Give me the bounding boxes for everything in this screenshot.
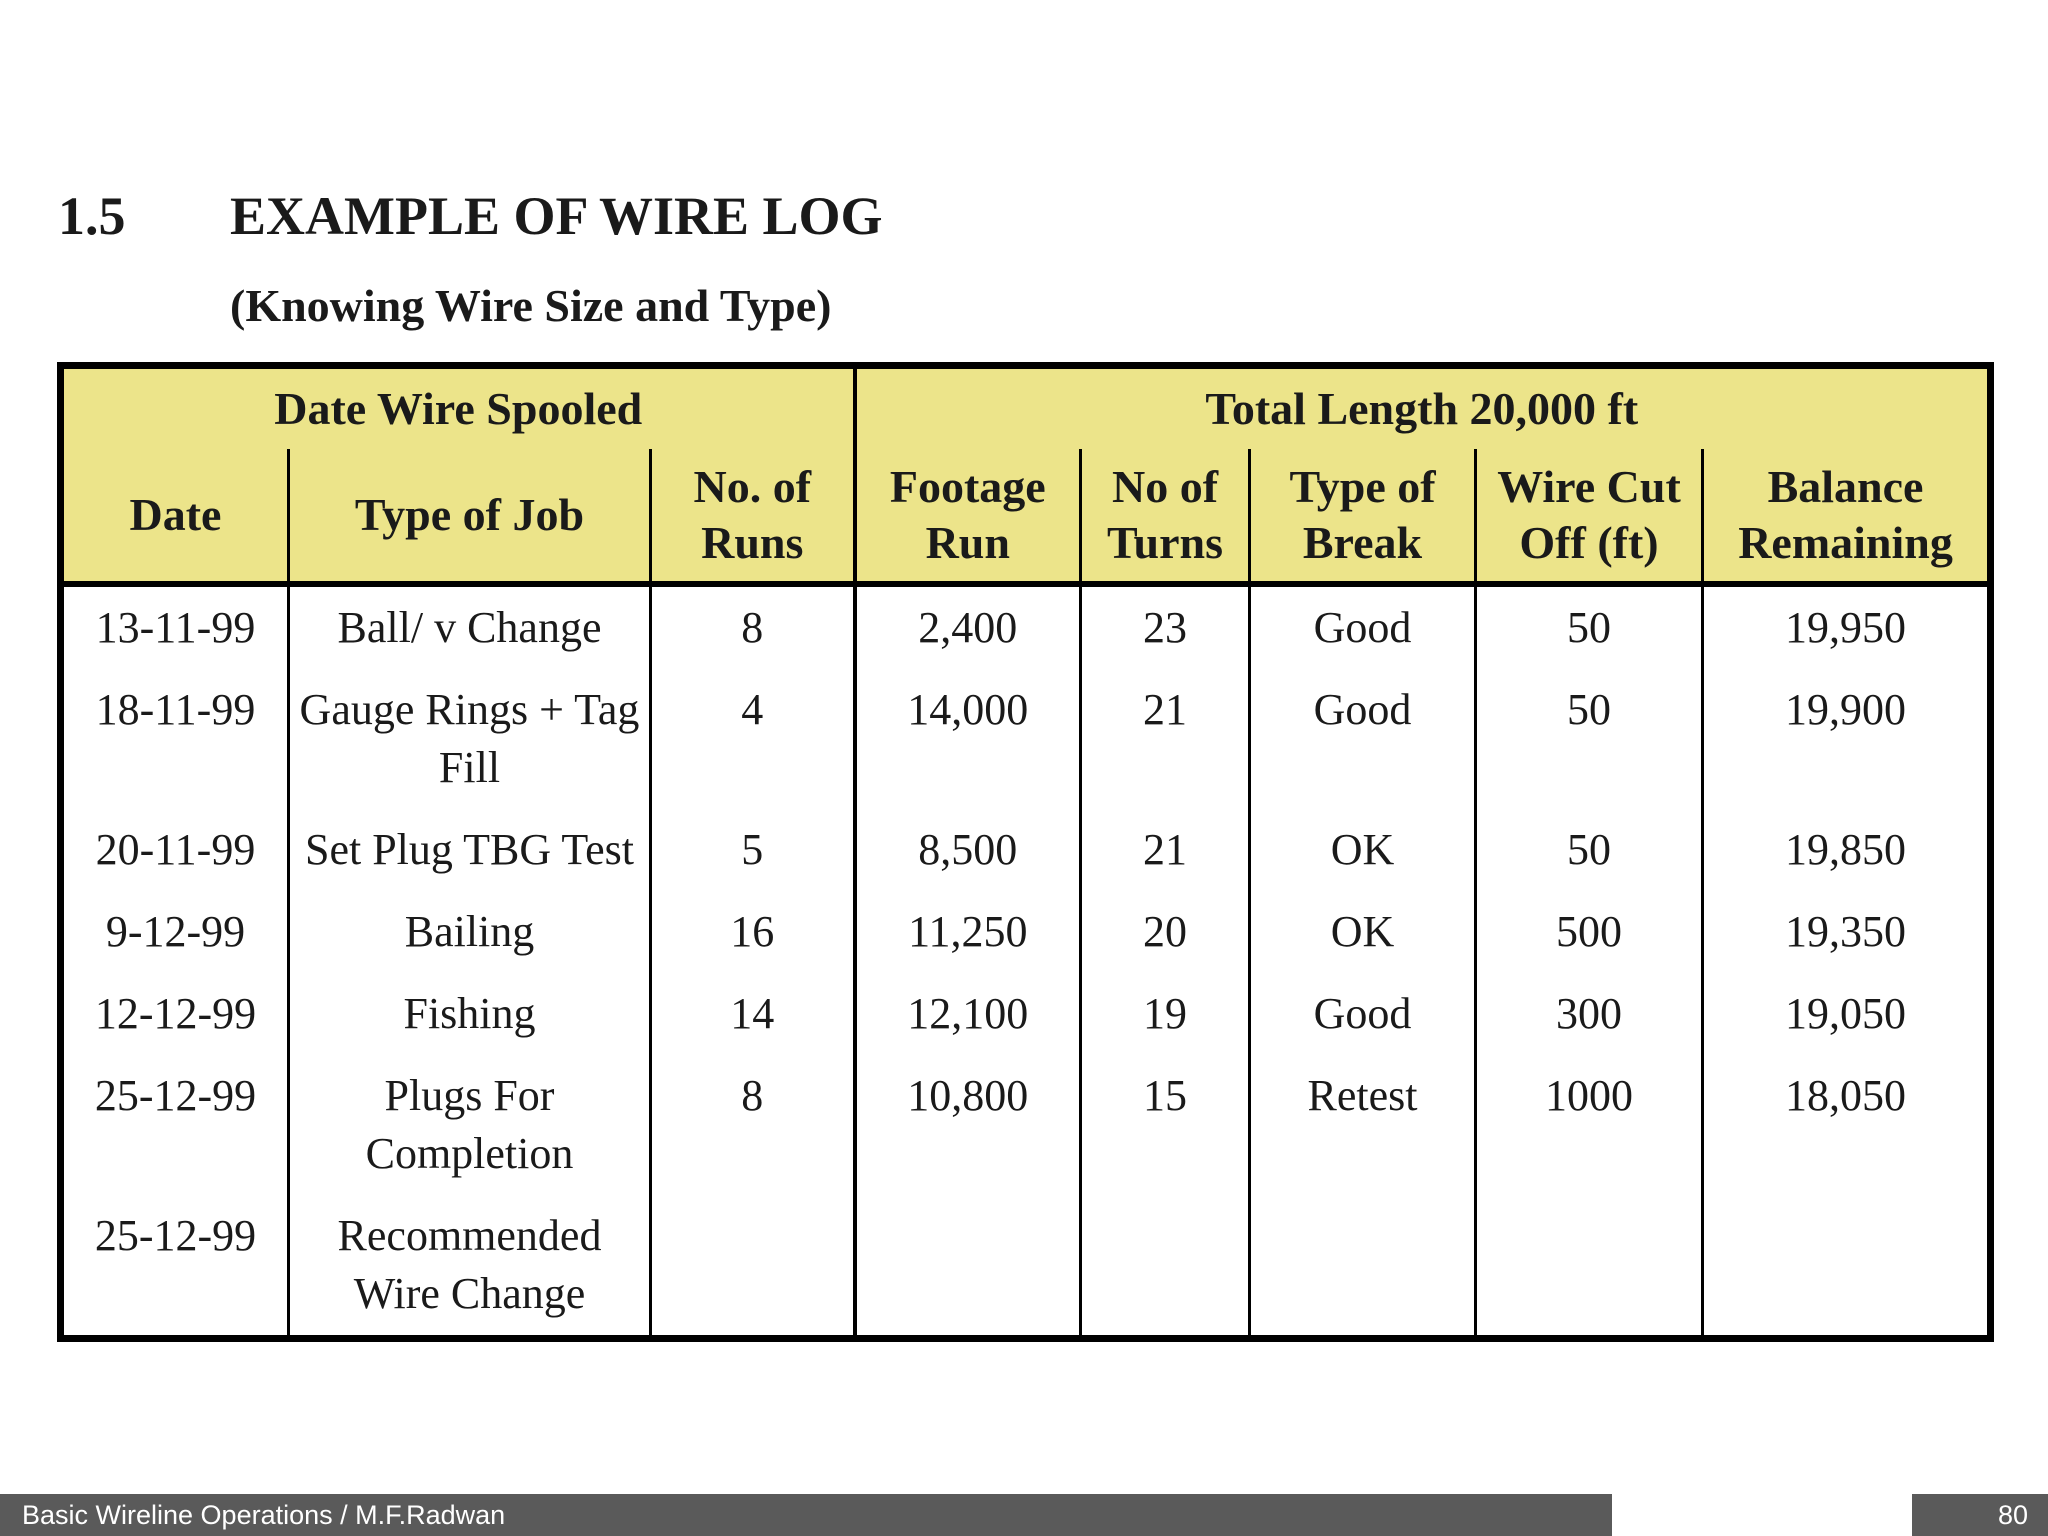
footer-page-number-box xyxy=(1912,1494,2048,1536)
cell-footage-run: 14,000 xyxy=(855,669,1081,809)
cell-footage-run xyxy=(855,1195,1081,1339)
cell-wire-cut-off: 50 xyxy=(1476,669,1703,809)
cell-no-of-runs: 8 xyxy=(651,1055,855,1195)
group-header-date-wire-spooled: Date Wire Spooled xyxy=(61,366,855,450)
column-header-date: Date xyxy=(61,449,289,584)
group-header-total-length: Total Length 20,000 ft xyxy=(855,366,1991,450)
cell-footage-run: 12,100 xyxy=(855,973,1081,1055)
cell-balance-remaining: 19,950 xyxy=(1703,584,1991,669)
section-heading xyxy=(58,186,883,246)
page-number: 80 xyxy=(1997,1500,2028,1530)
cell-wire-cut-off: 1000 xyxy=(1476,1055,1703,1195)
cell-wire-cut-off xyxy=(1476,1195,1703,1339)
cell-no-of-runs: 14 xyxy=(651,973,855,1055)
table-row xyxy=(61,1195,1991,1339)
cell-type-of-job: Fishing xyxy=(289,973,651,1055)
cell-balance-remaining: 19,050 xyxy=(1703,973,1991,1055)
cell-type-of-break: OK xyxy=(1250,809,1476,891)
table-row xyxy=(61,973,1991,1055)
cell-date: 9-12-99 xyxy=(105,907,246,956)
cell-type-of-break: OK xyxy=(1250,891,1476,973)
cell-no-of-runs: 4 xyxy=(651,669,855,809)
cell-date: 25-12-99 xyxy=(94,1071,257,1120)
cell-no-of-runs xyxy=(651,1195,855,1339)
table-row xyxy=(61,891,1991,973)
cell-type-of-job: Bailing xyxy=(289,891,651,973)
cell-date: 18-11-99 xyxy=(95,685,256,734)
cell-wire-cut-off: 300 xyxy=(1476,973,1703,1055)
footer-title: Basic Wireline Operations / M.F.Radwan xyxy=(22,1500,506,1530)
column-header-type-of-job: Type of Job xyxy=(289,449,651,584)
cell-wire-cut-off: 50 xyxy=(1476,809,1703,891)
column-header-row xyxy=(61,449,1991,584)
table-row xyxy=(61,584,1991,669)
cell-type-of-job: Ball/ v Change xyxy=(289,584,651,669)
cell-no-of-turns: 21 xyxy=(1081,669,1250,809)
cell-balance-remaining: 19,350 xyxy=(1703,891,1991,973)
cell-type-of-break: Retest xyxy=(1250,1055,1476,1195)
cell-footage-run: 10,800 xyxy=(855,1055,1081,1195)
cell-date: 12-12-99 xyxy=(94,989,257,1038)
column-header-footage-run: Footage Run xyxy=(855,449,1081,584)
column-header-no-of-turns: No of Turns xyxy=(1081,449,1250,584)
cell-date: 13-11-99 xyxy=(95,603,256,652)
cell-type-of-break: Good xyxy=(1250,669,1476,809)
table-row xyxy=(61,669,1991,809)
cell-no-of-turns: 15 xyxy=(1081,1055,1250,1195)
cell-type-of-job: Set Plug TBG Test xyxy=(289,809,651,891)
cell-no-of-runs: 16 xyxy=(651,891,855,973)
cell-type-of-job: Plugs For Completion xyxy=(289,1055,651,1195)
cell-balance-remaining xyxy=(1703,1195,1991,1339)
wire-log-table xyxy=(57,362,1994,1342)
cell-balance-remaining: 18,050 xyxy=(1703,1055,1991,1195)
cell-type-of-job: Recommended Wire Change xyxy=(289,1195,651,1339)
column-header-balance-remaining: Balance Remaining xyxy=(1703,449,1991,584)
cell-no-of-runs: 5 xyxy=(651,809,855,891)
section-number: 1.5 xyxy=(58,186,126,246)
cell-wire-cut-off: 500 xyxy=(1476,891,1703,973)
cell-type-of-break: Good xyxy=(1250,584,1476,669)
section-title: EXAMPLE OF WIRE LOG xyxy=(230,186,883,246)
cell-no-of-turns: 20 xyxy=(1081,891,1250,973)
cell-no-of-turns: 23 xyxy=(1081,584,1250,669)
column-header-type-of-break: Type of Break xyxy=(1250,449,1476,584)
group-header-row xyxy=(61,366,1991,450)
section-subtitle: (Knowing Wire Size and Type) xyxy=(230,280,832,331)
cell-wire-cut-off: 50 xyxy=(1476,584,1703,669)
column-header-wire-cut-off: Wire Cut Off (ft) xyxy=(1476,449,1703,584)
footer-bar xyxy=(0,1494,1612,1536)
cell-date: 20-11-99 xyxy=(95,825,256,874)
cell-date: 25-12-99 xyxy=(94,1211,257,1260)
cell-type-of-break xyxy=(1250,1195,1476,1339)
table-row xyxy=(61,1055,1991,1195)
cell-balance-remaining: 19,900 xyxy=(1703,669,1991,809)
cell-no-of-turns: 19 xyxy=(1081,973,1250,1055)
cell-no-of-turns: 21 xyxy=(1081,809,1250,891)
cell-type-of-job: Gauge Rings + Tag Fill xyxy=(289,669,651,809)
table-row xyxy=(61,809,1991,891)
column-header-no-of-runs: No. of Runs xyxy=(651,449,855,584)
cell-no-of-runs: 8 xyxy=(651,584,855,669)
cell-no-of-turns xyxy=(1081,1195,1250,1339)
cell-footage-run: 11,250 xyxy=(855,891,1081,973)
cell-footage-run: 2,400 xyxy=(855,584,1081,669)
cell-type-of-break: Good xyxy=(1250,973,1476,1055)
cell-balance-remaining: 19,850 xyxy=(1703,809,1991,891)
cell-footage-run: 8,500 xyxy=(855,809,1081,891)
